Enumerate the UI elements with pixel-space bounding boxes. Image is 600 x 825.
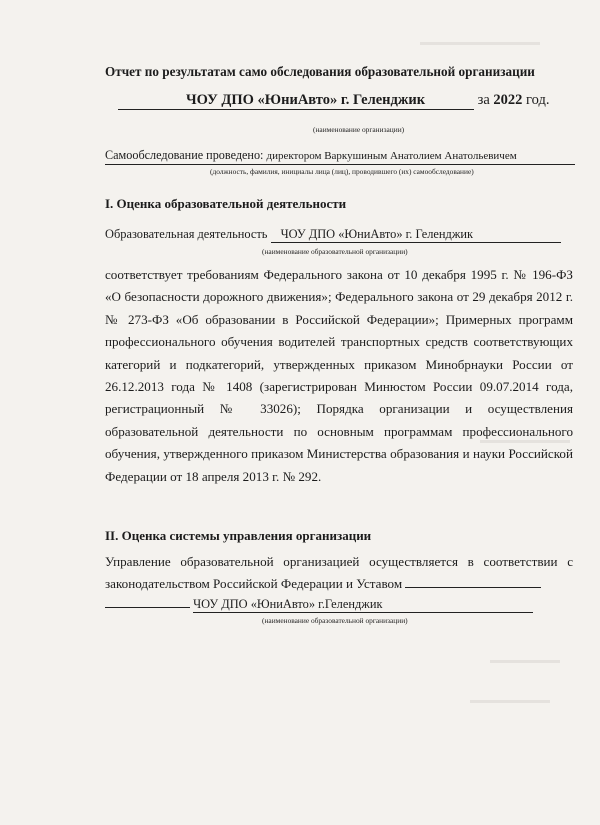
section1-org: ЧОУ ДПО «ЮниАвто» г. Геленджик [271, 227, 561, 243]
report-title: Отчет по результатам само обследования образовательной организации [105, 64, 535, 79]
self-assessment-line [105, 148, 575, 165]
org-caption: (наименование организации) [313, 125, 405, 134]
bleed-through-mark [420, 42, 540, 45]
org2-caption: (наименование образовательной организации) [262, 247, 408, 256]
self-assessment-person: директором Варкушиным Анатолием Анатольевичем [266, 150, 517, 162]
org-name: ЧОУ ДПО «ЮниАвто» г. Геленджик [186, 92, 426, 108]
report-year: 2022 [493, 92, 523, 108]
blank-fill-line [405, 573, 541, 588]
section2-body-block [105, 551, 573, 596]
self-assessment-label: Самообследование проведено: [105, 148, 264, 162]
org-name-field [118, 92, 474, 110]
section2-org-line [105, 597, 533, 613]
section2-org [193, 597, 533, 613]
section1-lead: Образовательная деятельность [105, 227, 268, 241]
section1-lead-line [105, 227, 561, 243]
bleed-through-mark [470, 700, 550, 703]
section1-body: соответствует требованиям Федерального закона от 10 декабря 1995 г. № 196-ФЗ «О безопасности дорожного движения»; Федерального закона от 29 декабря 2012 г. № 273-ФЗ «Об образовании в Российской Федерации»; Примерных программ профессионального обучения водителей транспортных средств соответствующих категорий и подкатегорий, утвержденных приказом Минобрнауки России от 26.12.2013 года № 1408 (зарегистрирован Минюстом России 09.07.2014 года, регистрационный № 33026); Порядка организации и осуществления образовательной деятельности по основным программам профессионального обучения, утвержденного приказом Министерства образования и науки Российской Федерации от 18 апреля 2013 г. № 292. [105, 267, 573, 484]
org3-caption: (наименование образовательной организации) [262, 616, 408, 625]
person-caption: (должность, фамилия, инициалы лица (лиц), проводившего (их) самообследование) [210, 167, 474, 176]
year-suffix: год. [526, 92, 550, 108]
year-prefix: за [477, 92, 490, 108]
section2-heading: II. Оценка системы управления организации [105, 528, 372, 543]
org-year-line [118, 92, 549, 110]
blank-fill-line [105, 607, 190, 608]
section1-heading: I. Оценка образовательной деятельности [105, 196, 347, 211]
section2-org-name: ЧОУ ДПО «ЮниАвто» г.Геленджик [193, 597, 383, 611]
bleed-through-mark [490, 660, 560, 663]
section2-body: Управление образовательной организацией осуществляется в соответствии с законодательством Российской Федерации и Уставом [105, 554, 573, 592]
